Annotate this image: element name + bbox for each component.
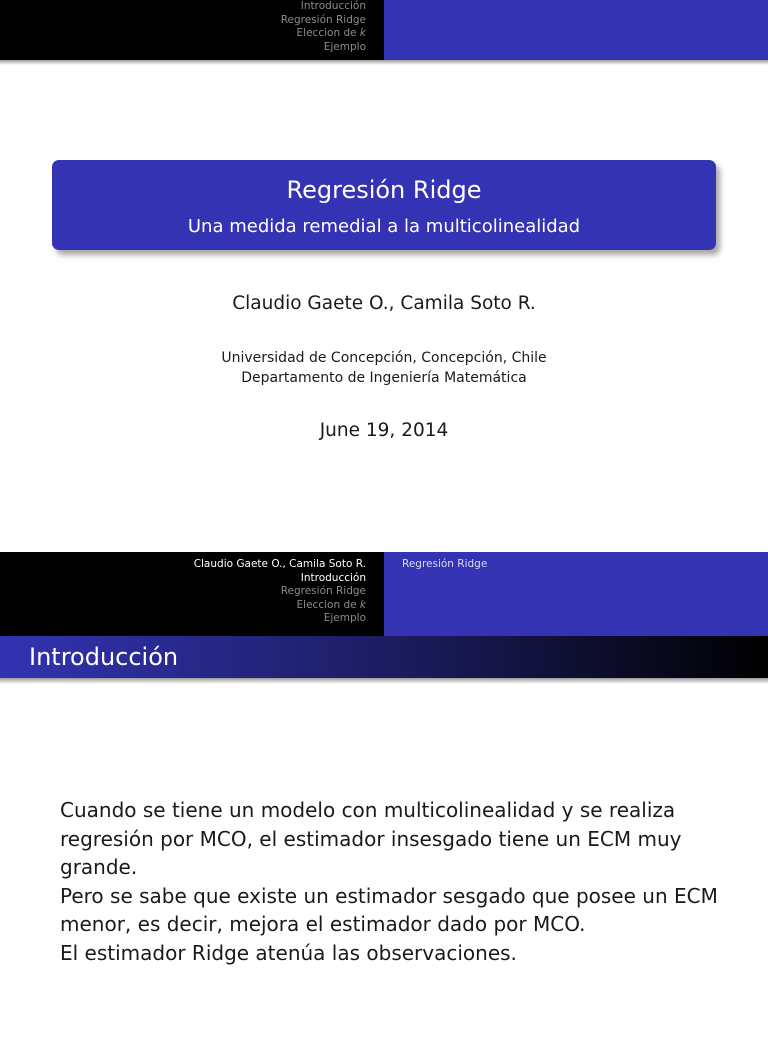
nav-item-regresion-ridge[interactable]: Regresión Ridge (280, 13, 366, 26)
nav-item-introduccion[interactable]: Introducción (300, 0, 366, 12)
nav-item-regresion-ridge[interactable]: Regresión Ridge (280, 585, 366, 597)
frame-title: Introducción (0, 636, 768, 678)
k-variable: k (359, 598, 366, 611)
headline-left (0, 552, 384, 636)
slide-subtitle: Una medida remedial a la multicolinealidad (187, 216, 581, 237)
header-title: Regresión Ridge (402, 558, 488, 570)
slide-body (60, 796, 720, 967)
authors: Claudio Gaete O., Camila Soto R. (232, 293, 536, 314)
headline-bar (0, 552, 768, 636)
institution-line-1: Universidad de Concepción, Concepción, Chile (221, 350, 547, 366)
intro-slide (0, 552, 768, 1064)
nav-item-label: Eleccion de (296, 27, 360, 39)
k-variable: k (359, 27, 366, 39)
nav-item-label: Eleccion de (296, 598, 360, 611)
nav-item-ejemplo[interactable]: Ejemplo (323, 40, 366, 53)
paragraph-3: El estimador Ridge atenúa las observaciones. (60, 940, 517, 965)
headline-shadow (0, 60, 768, 65)
paragraph-2: Pero se sabe que existe un estimador sesgado que posee un ECM menor, es decir, mejora el estimador dado por MCO. (60, 883, 718, 936)
slide-title: Regresión Ridge (286, 176, 482, 204)
title-block (52, 160, 716, 250)
date: June 19, 2014 (319, 420, 449, 441)
nav-item-ejemplo[interactable]: Ejemplo (323, 612, 366, 624)
frame-title-shadow (0, 678, 768, 684)
institution (0, 348, 768, 388)
institution-line-2: Departamento de Ingeniería Matemática (241, 370, 527, 386)
nav-item-eleccion-k[interactable] (0, 27, 366, 41)
title-slide (0, 0, 768, 512)
paragraph-1: Cuando se tiene un modelo con multicolinealidad y se realiza regresión por MCO, el estimador insesgado tiene un ECM muy grande. (60, 798, 682, 879)
headline-right (384, 552, 768, 636)
headline-right (384, 0, 768, 60)
nav-item-introduccion[interactable]: Introducción (300, 571, 366, 584)
headline-bar (0, 0, 768, 60)
nav-item-eleccion-k[interactable] (0, 599, 366, 613)
header-authors: Claudio Gaete O., Camila Soto R. (193, 558, 366, 570)
headline-left (0, 0, 384, 60)
